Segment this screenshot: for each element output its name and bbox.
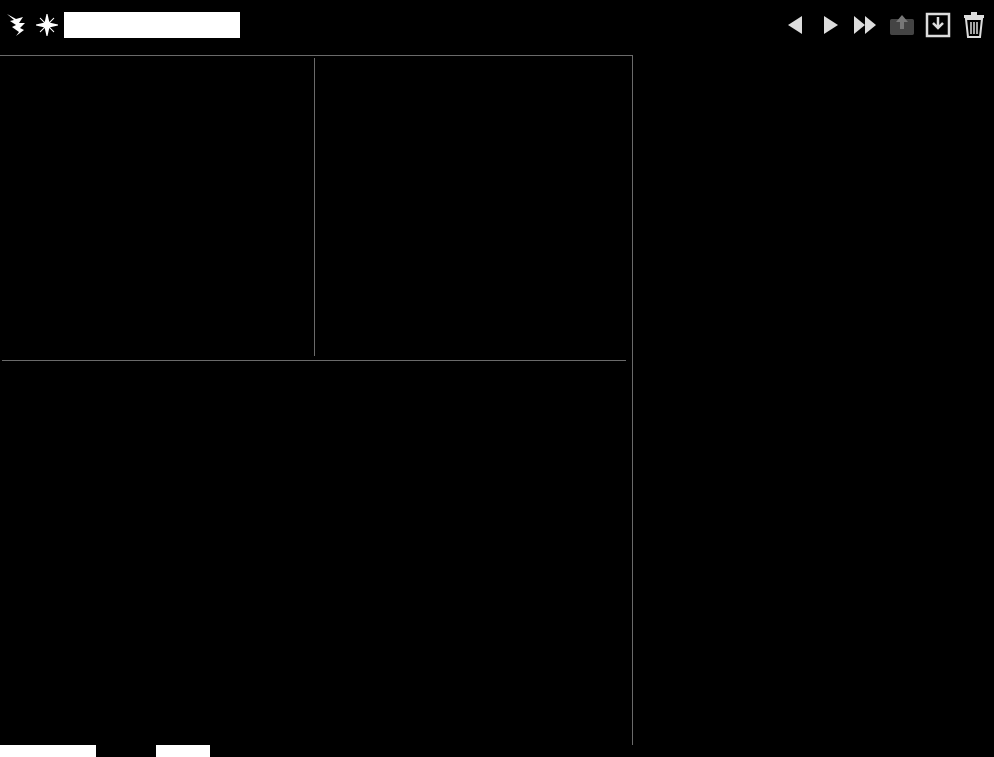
bar-divider [314,58,315,356]
previous-icon[interactable] [782,11,810,39]
dragon-logo-icon [4,12,28,38]
name-input[interactable] [64,12,240,38]
section-divider [2,360,626,361]
save-icon[interactable] [924,11,952,39]
status-bar [0,745,994,757]
top-bar [0,0,994,50]
champion-points [636,58,994,748]
redacted-box [156,745,210,757]
last-icon[interactable] [852,11,880,39]
upload-icon[interactable] [888,11,916,39]
fight-panel [0,55,633,746]
compass-star-icon[interactable] [36,14,58,36]
next-icon[interactable] [816,11,844,39]
trash-icon[interactable] [960,11,988,39]
redacted-box [0,745,96,757]
